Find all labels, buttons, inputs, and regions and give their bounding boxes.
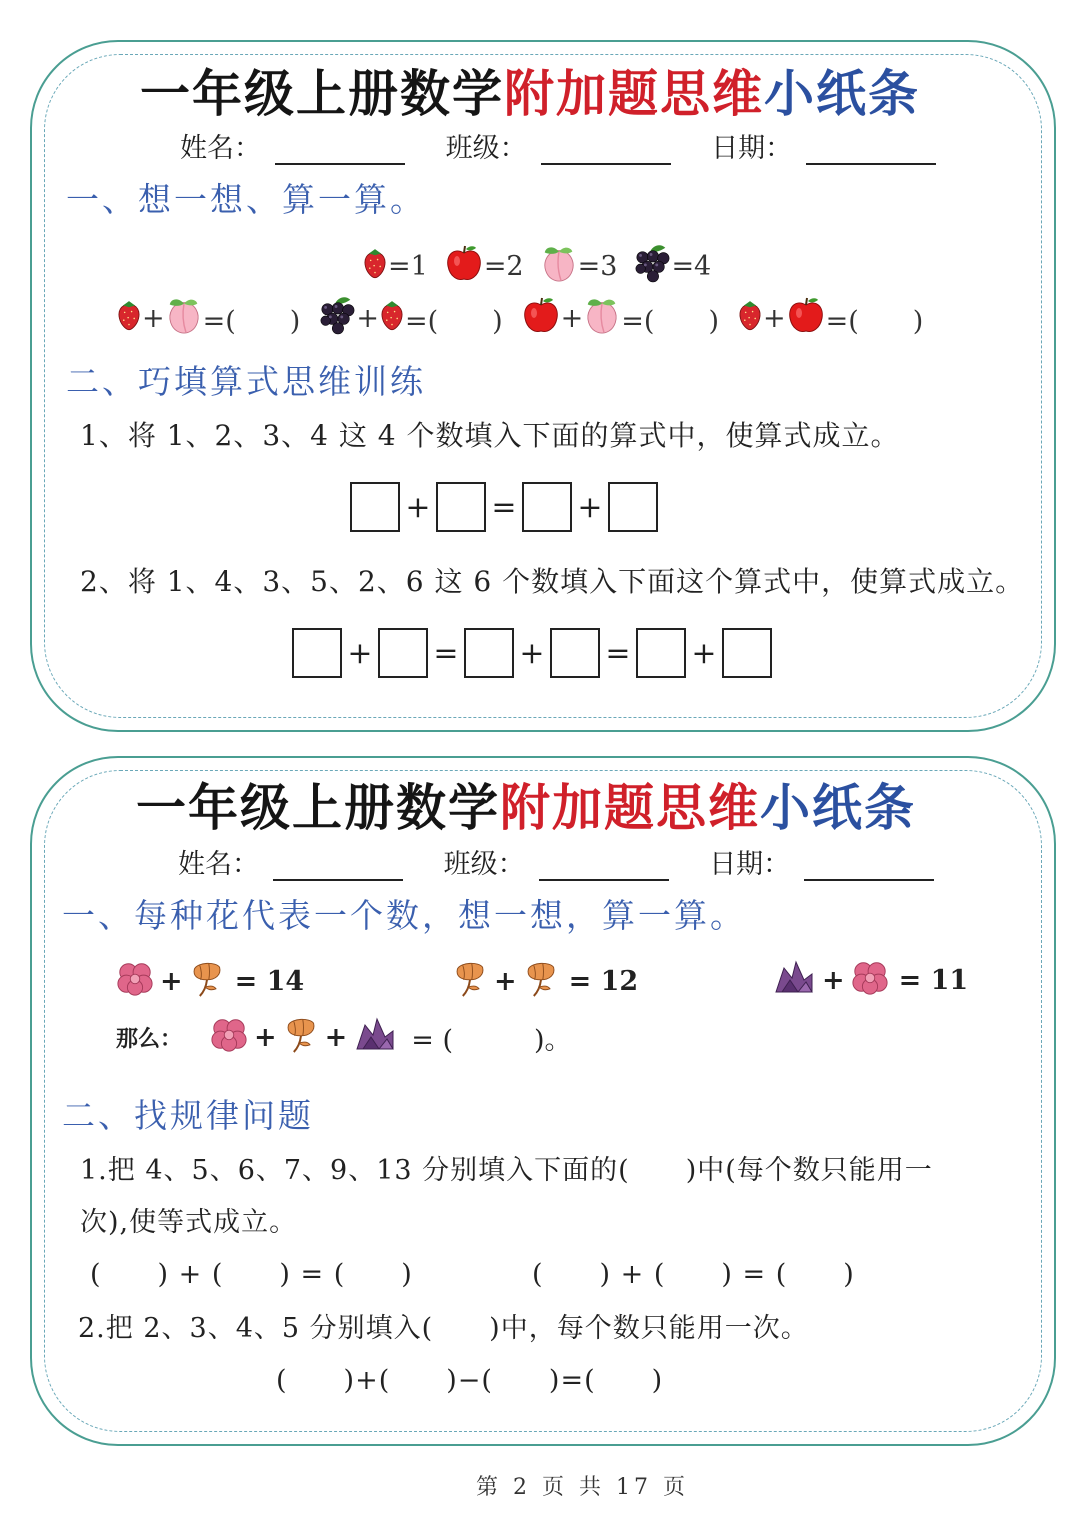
operator-sign: + bbox=[405, 489, 431, 525]
operator-sign: = bbox=[491, 489, 517, 525]
apple-icon bbox=[444, 243, 484, 290]
then-label: 那么： bbox=[116, 1026, 183, 1052]
answer-box[interactable] bbox=[464, 628, 514, 678]
legend-item bbox=[444, 243, 524, 290]
section-heading-1: 一、每种花代表一个数，想一想，算一算。 bbox=[62, 896, 746, 935]
orange-flower-icon bbox=[523, 958, 559, 1005]
plus-sign: + bbox=[560, 303, 584, 334]
fruit-legend bbox=[362, 242, 711, 291]
question-2-equation: ( )+( )−( )=( ) bbox=[276, 1365, 664, 1396]
name-field[interactable] bbox=[273, 853, 403, 881]
red-flower-icon bbox=[851, 958, 889, 1003]
name-label: 姓名： bbox=[180, 133, 261, 164]
section-heading-1: 一、想一想、算一算。 bbox=[66, 180, 426, 219]
grape-icon bbox=[318, 294, 356, 343]
plus-sign: + bbox=[324, 1022, 348, 1053]
plus-sign: + bbox=[142, 303, 165, 334]
class-field[interactable] bbox=[541, 137, 671, 165]
peach-icon bbox=[540, 243, 578, 290]
red-flower-icon bbox=[210, 1015, 248, 1060]
peach-icon bbox=[583, 295, 621, 342]
red-flower-icon bbox=[116, 959, 154, 1004]
legend-value: =3 bbox=[577, 251, 618, 282]
answer-box[interactable] bbox=[636, 628, 686, 678]
purple-flower-icon bbox=[772, 958, 816, 1003]
section-heading-2: 二、巧填算式思维训练 bbox=[66, 362, 426, 401]
strawberry-icon bbox=[379, 299, 405, 338]
question-2-text: 2、将 1、4、3、5、2、6 这 6 个数填入下面这个算式中，使算式成立。 bbox=[80, 565, 1025, 598]
orange-flower-icon bbox=[189, 958, 225, 1005]
equation-result: = 11 bbox=[898, 965, 969, 996]
question-1-equation-b: ( ) + ( ) = ( ) bbox=[532, 1259, 855, 1290]
answer-box[interactable] bbox=[292, 628, 342, 678]
question-1-equation-a: ( ) + ( ) = ( ) bbox=[90, 1259, 413, 1290]
flower-equation-2 bbox=[452, 958, 638, 1005]
question-1-text: 1、将 1、2、3、4 这 4 个数填入下面的算式中，使算式成立。 bbox=[80, 419, 900, 452]
title-part-black: 一年级上册数学 bbox=[136, 778, 500, 837]
title-part-red: 附加题思维 bbox=[504, 64, 764, 123]
legend-item bbox=[540, 243, 618, 290]
strawberry-icon bbox=[737, 299, 763, 338]
legend-value: =4 bbox=[671, 251, 712, 282]
strawberry-icon bbox=[362, 247, 388, 286]
answer-blank: =( ) bbox=[825, 306, 924, 337]
flower-equation-1 bbox=[116, 958, 304, 1005]
date-label: 日期： bbox=[711, 133, 793, 164]
operator-sign: + bbox=[347, 635, 373, 671]
operator-sign: + bbox=[577, 489, 603, 525]
operator-sign: + bbox=[519, 635, 545, 671]
plus-sign: + bbox=[494, 966, 517, 997]
legend-item bbox=[362, 247, 428, 286]
fruit-equation bbox=[318, 294, 502, 343]
date-label: 日期： bbox=[709, 849, 791, 880]
class-field[interactable] bbox=[539, 853, 669, 881]
fruit-equations bbox=[116, 294, 923, 343]
peach-icon bbox=[165, 295, 203, 342]
section-heading-2: 二、找规律问题 bbox=[62, 1096, 314, 1135]
worksheet-card-1 bbox=[30, 40, 1056, 732]
purple-flower-icon bbox=[353, 1015, 397, 1060]
fruit-equation bbox=[116, 295, 300, 342]
fruit-equation bbox=[737, 295, 923, 342]
title-part-red: 附加题思维 bbox=[500, 778, 760, 837]
question-2-text: 2.把 2、3、4、5 分别填入( )中，每个数只能用一次。 bbox=[78, 1313, 809, 1344]
question-1-line-1: 1.把 4、5、6、7、9、13 分别填入下面的( )中(每个数只能用一 bbox=[80, 1155, 933, 1186]
apple-icon bbox=[786, 295, 826, 342]
worksheet-title bbox=[140, 54, 920, 126]
orange-flower-icon bbox=[452, 958, 488, 1005]
student-info-fields bbox=[178, 842, 934, 881]
answer-box[interactable] bbox=[522, 482, 572, 532]
answer-box[interactable] bbox=[550, 628, 600, 678]
legend-value: =2 bbox=[483, 251, 524, 282]
legend-item bbox=[633, 242, 711, 291]
date-field[interactable] bbox=[806, 137, 936, 165]
fruit-equation bbox=[521, 295, 719, 342]
answer-blank: = ( )。 bbox=[411, 1025, 572, 1056]
plus-sign: + bbox=[254, 1022, 277, 1053]
student-info-fields bbox=[180, 126, 936, 165]
equation-result: = 14 bbox=[234, 966, 305, 997]
question-1-boxes bbox=[350, 482, 658, 532]
answer-box[interactable] bbox=[350, 482, 400, 532]
name-label: 姓名： bbox=[178, 849, 259, 880]
question-2-boxes bbox=[292, 628, 772, 678]
answer-box[interactable] bbox=[722, 628, 772, 678]
worksheet-card-2 bbox=[30, 756, 1056, 1446]
legend-value: =1 bbox=[388, 251, 428, 282]
apple-icon bbox=[521, 295, 561, 342]
operator-sign: + bbox=[691, 635, 717, 671]
grape-icon bbox=[633, 242, 671, 291]
plus-sign: + bbox=[762, 303, 786, 334]
title-part-black: 一年级上册数学 bbox=[140, 64, 504, 123]
operator-sign: = bbox=[433, 635, 459, 671]
answer-blank: =( ) bbox=[202, 306, 301, 337]
question-1-line-2: 次),使等式成立。 bbox=[80, 1207, 298, 1238]
class-label: 班级： bbox=[445, 133, 527, 164]
orange-flower-icon bbox=[283, 1014, 319, 1061]
page-footer: 第 2 页 共 17 页 bbox=[476, 1475, 689, 1500]
title-part-blue: 小纸条 bbox=[760, 778, 916, 837]
answer-blank: =( ) bbox=[621, 306, 719, 337]
title-part-blue: 小纸条 bbox=[764, 64, 920, 123]
answer-blank: =( ) bbox=[404, 306, 503, 337]
answer-box[interactable] bbox=[378, 628, 428, 678]
plus-sign: + bbox=[822, 965, 845, 996]
answer-box[interactable] bbox=[436, 482, 486, 532]
flower-then-row bbox=[116, 1014, 572, 1061]
name-field[interactable] bbox=[275, 137, 405, 165]
class-label: 班级： bbox=[443, 849, 525, 880]
plus-sign: + bbox=[356, 303, 379, 334]
equation-result: = 12 bbox=[568, 966, 639, 997]
date-field[interactable] bbox=[804, 853, 934, 881]
flower-equation-3 bbox=[772, 958, 968, 1003]
answer-box[interactable] bbox=[608, 482, 658, 532]
worksheet-title bbox=[136, 768, 916, 840]
operator-sign: = bbox=[605, 635, 631, 671]
strawberry-icon bbox=[116, 299, 142, 338]
plus-sign: + bbox=[160, 966, 183, 997]
